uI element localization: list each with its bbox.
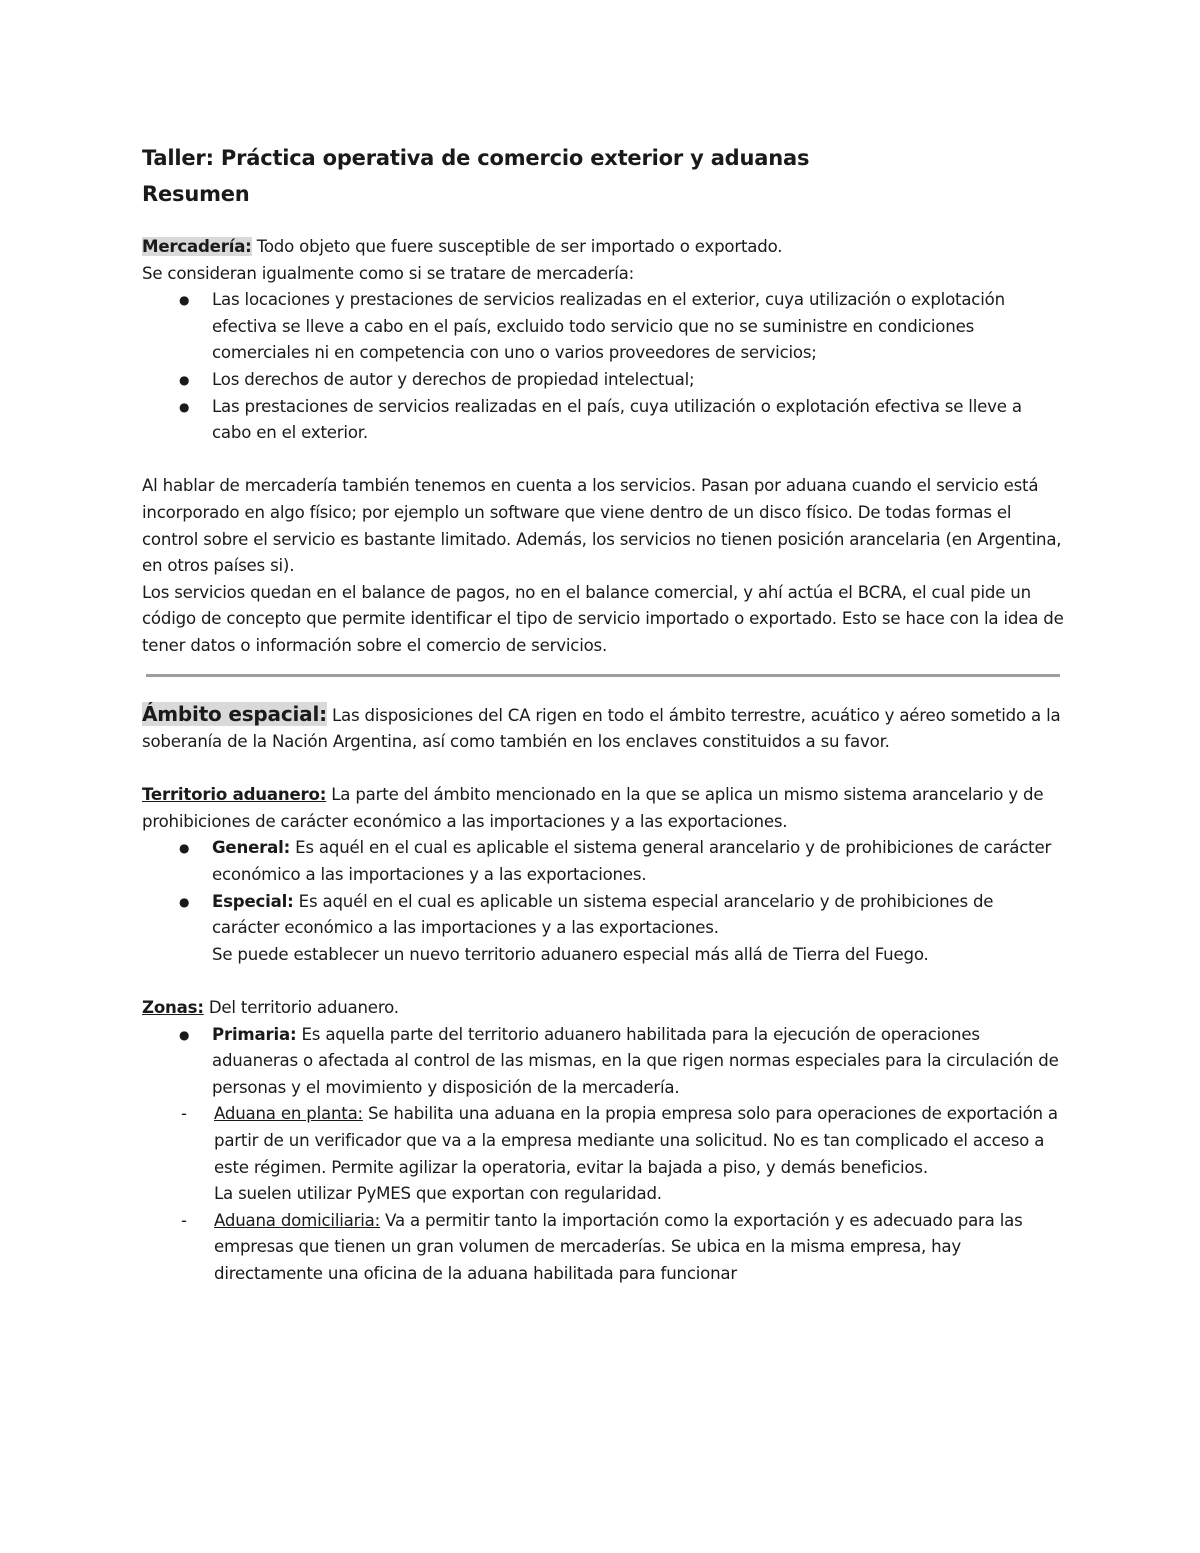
list-item	[212, 1022, 1064, 1288]
planta-term: Aduana en planta:	[214, 1104, 363, 1124]
primaria-text: Es aquella parte del territorio aduanero habilitada para la ejecución de operaciones aduaneras o afectada al control de las mismas, en la que rigen normas especiales para la circulación de personas y el movimiento y disposición de la mercadería.	[212, 1024, 1059, 1097]
ambito-definition-text: Las disposiciones del CA rigen en todo el ámbito terrestre, acuático y aéreo sometido a la soberanía de la Nación Argentina, así como también en los enclaves constituidos a su favor.	[142, 705, 1061, 752]
mercaderia-paragraph-2: Los servicios quedan en el balance de pagos, no en el balance comercial, y ahí actúa el BCRA, el cual pide un código de concepto que permite identificar el tipo de servicio importado o exportado. Esto se hace con la idea de tener datos o información sobre el comercio de servicios.	[142, 582, 1064, 655]
territorio-term: Territorio aduanero:	[142, 785, 327, 805]
domiciliaria-text: Va a permitir tanto la importación como la exportación y es adecuado para las empresas que tienen un gran volumen de mercaderías. Se ubica en la misma empresa, hay directamente una oficina de la aduana habilitada para funcionar	[214, 1210, 1023, 1283]
mercaderia-term: Mercadería:	[142, 237, 252, 256]
zonas-definition-text: Del territorio aduanero.	[203, 998, 399, 1018]
mercaderia-definition	[142, 234, 1064, 261]
list-item	[214, 1101, 1064, 1207]
list-item	[212, 889, 1064, 969]
ambito-term: Ámbito espacial:	[142, 701, 327, 726]
territorio-list	[142, 835, 1064, 968]
list-item: ● Las prestaciones de servicios realizadas en el país, cuya utilización o explotación efectiva se lleve a cabo en el exterior.	[212, 394, 1064, 447]
document-subtitle: Resumen	[142, 182, 250, 206]
territorio-definition	[142, 782, 1064, 835]
mercaderia-list	[142, 287, 1064, 447]
territorio-definition-text: La parte del ámbito mencionado en la que se aplica un mismo sistema arancelario y de prohibiciones de carácter económico a las importaciones y a las exportaciones.	[142, 785, 1044, 831]
mercaderia-intro: Se consideran igualmente como si se tratare de mercadería:	[142, 263, 635, 283]
mercaderia-paragraph-1: Al hablar de mercadería también tenemos en cuenta a los servicios. Pasan por aduana cuando el servicio está incorporado en algo físico; por ejemplo un software que viene dentro de un disco físico. De todas formas el control sobre el servicio es bastante limitado. Además, los servicios no tienen posición arancelaria (en Argentina, en otros países si).	[142, 476, 1062, 576]
especial-note: Se puede establecer un nuevo territorio aduanero especial más allá de Tierra del Fuego.	[212, 944, 929, 964]
list-item	[212, 835, 1064, 888]
document-page	[142, 140, 1064, 1288]
ambito-definition	[142, 701, 1064, 756]
especial-term: Especial:	[212, 891, 294, 911]
primaria-term: Primaria:	[212, 1024, 297, 1044]
list-item: ● Los derechos de autor y derechos de propiedad intelectual;	[212, 367, 1064, 394]
general-term: General:	[212, 838, 291, 858]
primaria-sublist	[142, 1101, 1064, 1287]
zonas-definition	[142, 995, 1064, 1022]
mercaderia-definition-text: Todo objeto que fuere susceptible de ser importado o exportado.	[251, 237, 783, 256]
domiciliaria-term: Aduana domiciliaria:	[214, 1210, 381, 1230]
zonas-term: Zonas:	[142, 998, 204, 1018]
planta-note: La suelen utilizar PyMES que exportan con regularidad.	[214, 1184, 662, 1204]
list-item	[214, 1208, 1064, 1288]
horizontal-divider	[146, 674, 1060, 677]
document-title: Taller: Práctica operativa de comercio exterior y aduanas	[142, 146, 810, 170]
general-text: Es aquél en el cual es aplicable el sistema general arancelario y de prohibiciones de carácter económico a las importaciones y a las exportaciones.	[212, 838, 1052, 885]
list-item: ● Las locaciones y prestaciones de servicios realizadas en el exterior, cuya utilización o explotación efectiva se lleve a cabo en el país, excluido todo servicio que no se suministre en condiciones comerciales ni en competencia con uno o varios proveedores de servicios;	[212, 287, 1064, 367]
zonas-list	[142, 1022, 1064, 1288]
planta-text: Se habilita una aduana en la propia empresa solo para operaciones de exportación a partir de un verificador que va a la empresa mediante una solicitud. No es tan complicado el acceso a este régimen. Permite agilizar la operatoria, evitar la bajada a piso, y demás beneficios.	[214, 1104, 1058, 1177]
especial-text: Es aquél en el cual es aplicable un sistema especial arancelario y de prohibiciones de carácter económico a las importaciones y a las exportaciones.	[212, 891, 994, 938]
